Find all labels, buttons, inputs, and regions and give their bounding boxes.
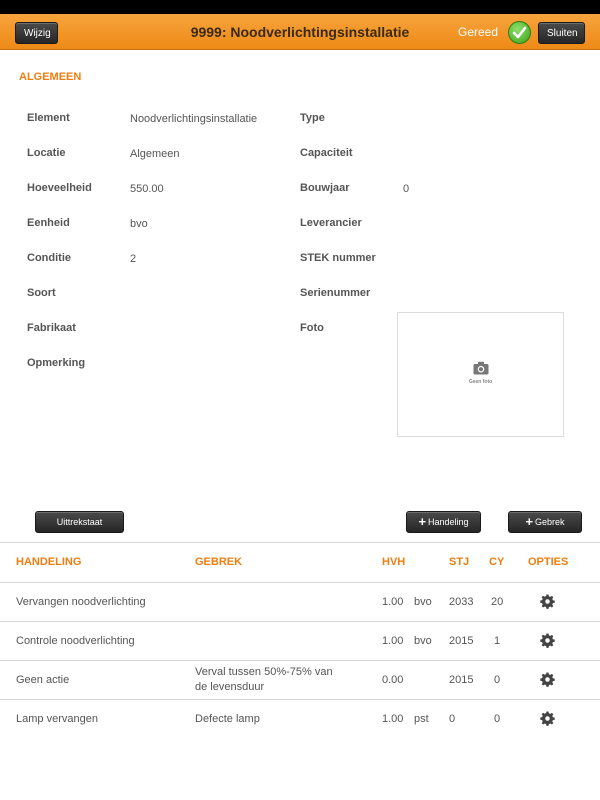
close-button[interactable]: Sluiten bbox=[538, 22, 585, 44]
eenheid-value: bvo bbox=[130, 218, 148, 230]
leverancier-label: Leverancier bbox=[300, 217, 362, 229]
page-title: 9999: Noodverlichtingsinstallatie bbox=[190, 24, 410, 40]
element-value: Noodverlichtingsinstallatie bbox=[130, 113, 258, 125]
check-icon[interactable] bbox=[508, 21, 531, 44]
foto-label: Foto bbox=[300, 322, 324, 334]
add-gebrek-label: Gebrek bbox=[535, 517, 565, 527]
plus-icon: + bbox=[525, 514, 534, 529]
camera-icon bbox=[473, 361, 489, 375]
row-handeling: Lamp vervangen bbox=[16, 713, 98, 725]
photo-caption: Geen foto bbox=[468, 379, 493, 385]
navigation-bar bbox=[0, 14, 600, 50]
row-hvh: 1.00 bbox=[382, 713, 404, 725]
table-row[interactable] bbox=[0, 660, 600, 699]
row-gebrek-line1: Verval tussen 50%-75% van bbox=[195, 666, 333, 678]
photo-placeholder[interactable] bbox=[397, 312, 564, 437]
row-handeling: Geen actie bbox=[16, 674, 70, 686]
type-label: Type bbox=[300, 112, 325, 124]
row-handeling: Controle noodverlichting bbox=[16, 635, 135, 647]
row-stj: 0 bbox=[449, 713, 456, 725]
row-hvh: 0.00 bbox=[382, 674, 404, 686]
opmerking-label: Opmerking bbox=[27, 357, 86, 369]
soort-label: Soort bbox=[27, 287, 56, 299]
add-gebrek-button[interactable] bbox=[508, 511, 582, 533]
add-handeling-button[interactable] bbox=[406, 511, 481, 533]
serienummer-label: Serienummer bbox=[300, 287, 371, 299]
row-handeling: Vervangen noodverlichting bbox=[16, 596, 146, 608]
header-hvh: HVH bbox=[382, 556, 406, 568]
row-cy: 1 bbox=[494, 635, 501, 647]
conditie-label: Conditie bbox=[27, 252, 71, 264]
gear-icon[interactable] bbox=[540, 672, 555, 687]
plus-icon: + bbox=[418, 514, 427, 529]
row-unit: bvo bbox=[414, 635, 432, 647]
header-opties: OPTIES bbox=[528, 556, 569, 568]
uittrekstaat-button[interactable]: Uittrekstaat bbox=[35, 511, 124, 533]
row-unit: bvo bbox=[414, 596, 432, 608]
row-cy: 0 bbox=[494, 713, 501, 725]
eenheid-label: Eenheid bbox=[27, 217, 70, 229]
section-title: ALGEMEEN bbox=[19, 71, 82, 83]
row-hvh: 1.00 bbox=[382, 635, 404, 647]
gear-icon[interactable] bbox=[540, 633, 555, 648]
row-hvh: 1.00 bbox=[382, 596, 404, 608]
gear-icon[interactable] bbox=[540, 594, 555, 609]
row-stj: 2015 bbox=[449, 674, 474, 686]
stek-nummer-label: STEK nummer bbox=[300, 252, 376, 264]
status-label: Gereed bbox=[458, 25, 499, 39]
fabrikaat-label: Fabrikaat bbox=[27, 322, 76, 334]
table-row[interactable] bbox=[0, 582, 600, 621]
add-handeling-label: Handeling bbox=[428, 517, 469, 527]
row-gebrek-line2: de levensduur bbox=[195, 681, 265, 693]
hoeveelheid-label: Hoeveelheid bbox=[27, 182, 92, 194]
bouwjaar-label: Bouwjaar bbox=[300, 182, 350, 194]
element-label: Element bbox=[27, 112, 70, 124]
row-stj: 2015 bbox=[449, 635, 474, 647]
table-row[interactable] bbox=[0, 699, 600, 738]
header-handeling: HANDELING bbox=[16, 556, 82, 568]
row-cy: 20 bbox=[491, 596, 504, 608]
locatie-value: Algemeen bbox=[130, 148, 180, 160]
table-divider bbox=[0, 542, 600, 543]
hoeveelheid-value: 550.00 bbox=[130, 183, 164, 195]
header-gebrek: GEBREK bbox=[195, 556, 243, 568]
table-row[interactable] bbox=[0, 621, 600, 660]
capaciteit-label: Capaciteit bbox=[300, 147, 353, 159]
row-cy: 0 bbox=[494, 674, 501, 686]
row-gebrek: Defecte lamp bbox=[195, 713, 260, 725]
header-stj: STJ bbox=[449, 556, 470, 568]
row-unit: pst bbox=[414, 713, 429, 725]
edit-button[interactable]: Wijzig bbox=[15, 22, 58, 44]
bouwjaar-value: 0 bbox=[403, 183, 410, 195]
header-cy: CY bbox=[489, 556, 505, 568]
gear-icon[interactable] bbox=[540, 711, 555, 726]
conditie-value: 2 bbox=[130, 253, 137, 265]
row-stj: 2033 bbox=[449, 596, 474, 608]
status-bar bbox=[0, 0, 600, 14]
locatie-label: Locatie bbox=[27, 147, 66, 159]
